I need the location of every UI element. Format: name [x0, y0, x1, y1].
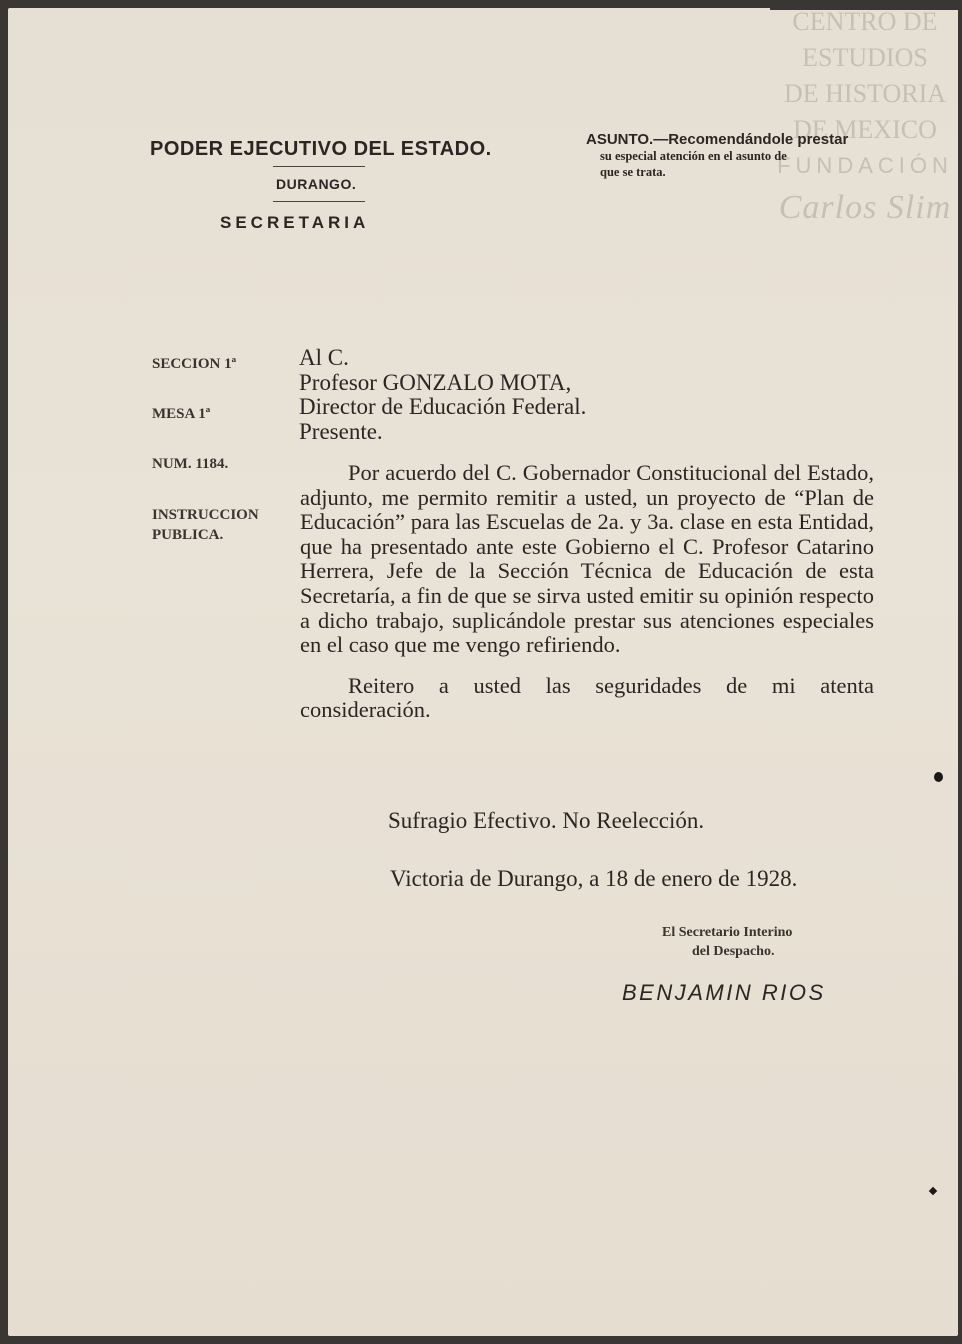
ink-dot: [934, 772, 943, 782]
body-paragraph-2: Reitero a usted las seguridades de mi atenta consideración.: [300, 672, 874, 723]
margin-mesa: MESA 1ª: [152, 406, 211, 422]
letterhead-rule-bottom: [273, 201, 365, 202]
signatory-name: BENJAMIN RIOS: [622, 980, 826, 1005]
margin-num: NUM. 1184.: [152, 456, 229, 472]
watermark-line-4: DE MEXICO: [793, 115, 937, 144]
watermark-line-2: ESTUDIOS: [802, 43, 928, 72]
letter-body: [300, 461, 874, 723]
letterhead-rule-top: [273, 166, 365, 167]
subject-label: ASUNTO.—Recomendándole prestar: [586, 131, 849, 148]
margin-ramo-1: INSTRUCCION: [152, 507, 259, 523]
margin-seccion: SECCION 1ª: [152, 356, 237, 372]
letterhead-city: DURANGO.: [276, 176, 357, 192]
watermark: [770, 4, 960, 226]
watermark-line-3: DE HISTORIA: [783, 79, 947, 108]
watermark-line-5: FUNDACIÓN: [777, 153, 953, 178]
letter-date: Victoria de Durango, a 18 de enero de 1928.: [390, 866, 798, 891]
margin-ramo-2: PUBLICA.: [152, 527, 224, 543]
signatory-role: [662, 923, 792, 961]
closing-motto: Sufragio Efectivo. No Reelección.: [388, 808, 705, 833]
address-line-3: Director de Educación Federal.: [299, 394, 587, 419]
address-line-1: Al C.: [299, 345, 349, 370]
address-line-4: Presente.: [299, 418, 383, 444]
body-paragraph-1: Por acuerdo del C. Gobernador Constitucional del Estado, adjunto, me permito remitir a usted, un proyecto de “Plan de Educación” para las Escuelas de 2a. y 3a. clase en esta Entidad, que ha presentado ante este Gobierno el C. Profesor Catarino Herrera, Jefe de la Sección Técnica de Educación de esta Secretaría, a fin de que se sirva usted emitir su opinión respecto a dicho trabajo, suplicándole prestar sus atenciones especiales en el caso que me vengo refiriendo.: [300, 460, 874, 658]
signatory-role-line-1: El Secretario Interino: [662, 925, 793, 940]
subject-line-3: que se trata.: [600, 165, 666, 179]
subject-block: [586, 132, 848, 180]
subject-line-2: su especial atención en el asunto de: [600, 149, 787, 163]
recipient-address: [299, 346, 586, 444]
watermark-signature: Carlos Slim: [778, 189, 952, 226]
address-line-2: Profesor GONZALO MOTA,: [299, 369, 572, 395]
signatory-role-line-2: del Despacho.: [692, 944, 775, 959]
watermark-line-1: CENTRO DE: [792, 7, 938, 36]
letterhead-department: SECRETARIA: [220, 213, 370, 232]
letterhead-title: PODER EJECUTIVO DEL ESTADO.: [150, 138, 492, 160]
